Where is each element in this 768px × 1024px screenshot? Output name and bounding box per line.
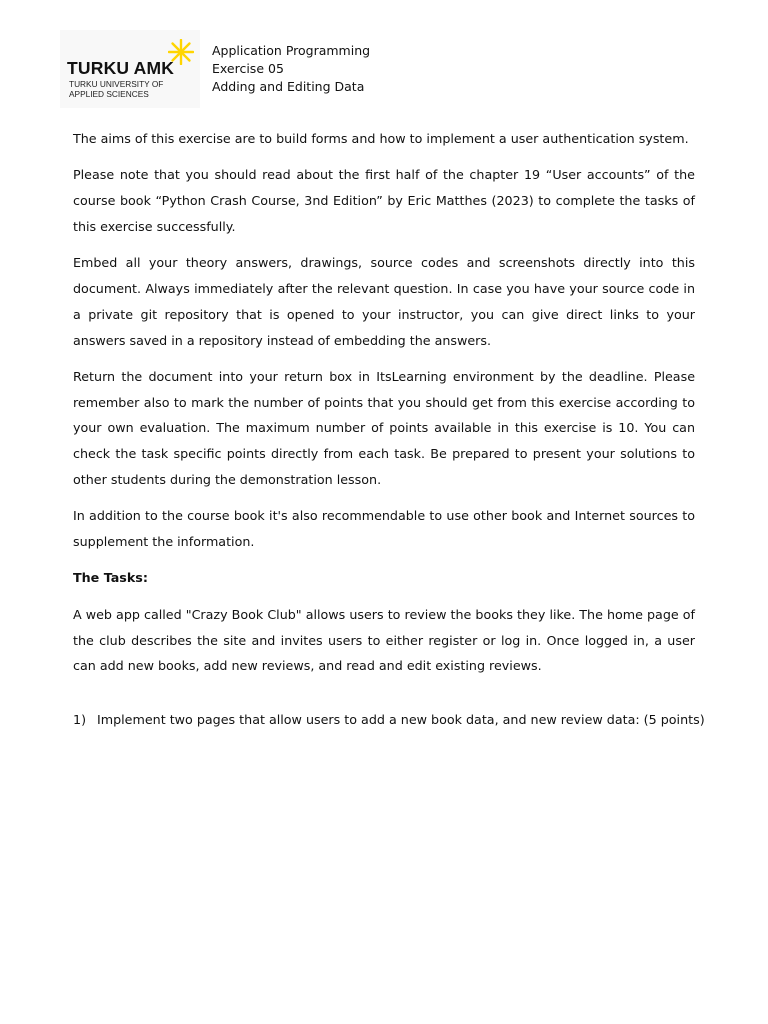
paragraph-return-instructions: Return the document into your return box in ItsLearning environment by the deadline. Please remember also to mark the number of points that you should get from this exercise according to your own evaluation. The maximum number of points available in this exercise is 10. You can check the task specific points directly from each task. Be prepared to present your solutions to other students during the demonstration lesson. [73, 368, 695, 488]
logo-subtitle-line1: TURKU UNIVERSITY OF [69, 79, 164, 89]
course-title: Application Programming [212, 43, 371, 58]
task-text: Implement two pages that allow users to add a new book data, and new review data: (5 points) [97, 712, 705, 728]
paragraph-embed-instructions: Embed all your theory answers, drawings, source codes and screenshots directly into this document. Always immediately after the relevant question. In case you have your source code in a private git repository that is opened to your instructor, you can give direct links to your answers saved in a repository instead of embedding the answers. [73, 255, 695, 348]
paragraph-aims: The aims of this exercise are to build forms and how to implement a user authentication system. [73, 131, 689, 146]
exercise-number: Exercise 05 [212, 61, 284, 76]
tasks-heading: The Tasks: [73, 570, 148, 586]
paragraph-additional-sources: In addition to the course book it's also recommendable to use other book and Internet sources to supplement the information. [73, 508, 695, 550]
task-number: 1) [73, 712, 87, 728]
turku-amk-logo [60, 30, 200, 108]
logo-subtitle [69, 80, 163, 99]
logo-subtitle-line2: APPLIED SCIENCES [69, 88, 149, 99]
document-header [212, 42, 370, 96]
exercise-topic: Adding and Editing Data [212, 79, 365, 94]
paragraph-app-description: A web app called "Crazy Book Club" allows users to review the books they like. The home page of the club describes the site and invites users to either register or log in. Once logged in, a user can add new books, add new reviews, and read and edit existing reviews. [73, 606, 695, 674]
document-body [73, 126, 705, 733]
paragraph-reading-note: Please note that you should read about the first half of the chapter 19 “User accounts” of the course book “Python Crash Course, 3nd Edition” by Eric Matthes (2023) to complete the tasks of this exercise successfully. [73, 167, 695, 234]
logo-name: TURKU AMK [67, 58, 175, 78]
task-item-1 [73, 707, 705, 733]
